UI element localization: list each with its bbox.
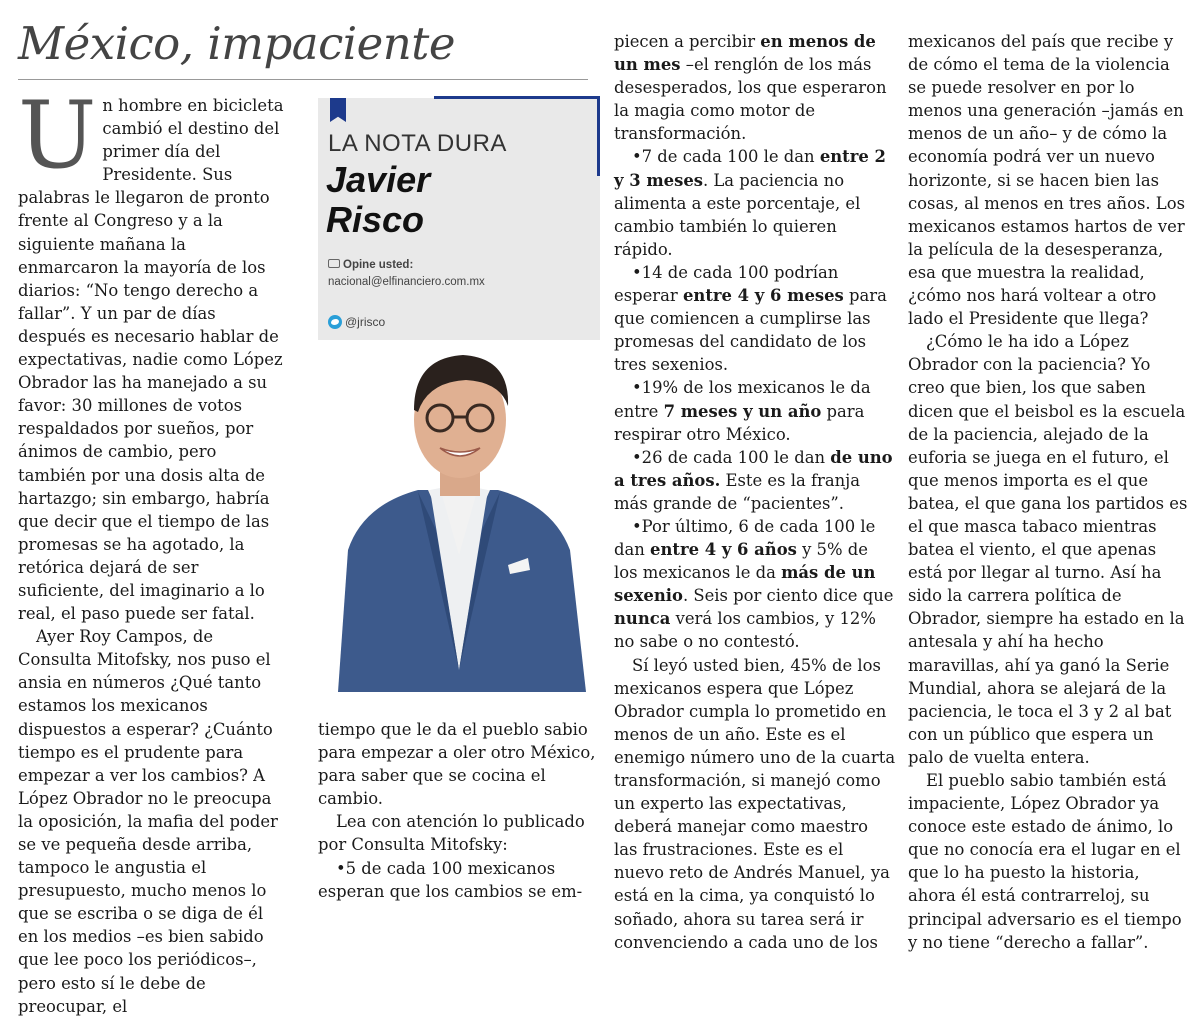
paragraph: Un hombre en bicicleta cambió el destino del primer día del Presidente. Sus palabras le llegaron de pronto frente al Congreso y a la siguiente mañana la enmarcaron la mayoría de los diarios: “No tengo derecho a fallar”. Y un par de días después es necesario hablar de expectativas, nadie como López Obrador las ha manejado a su favor: 30 millones de votos respaldados por sueños, por ánimos de cambio, pero también por una dosis alta de hartazgo; sin embargo, habría que decir que el tiempo de las promesas se ha agotado, la retórica dejará de ser suficiente, del imaginario a lo real, el paso puede ser fatal.: [18, 81, 284, 624]
author-name: Javier Risco: [326, 159, 431, 240]
twitter-handle[interactable]: @jrisco: [328, 315, 385, 329]
bullet-item: •26 de cada 100 le dan de uno a tres años. Este es la franja más grande de “pacientes”.: [614, 447, 893, 513]
author-box-rule-vertical: [597, 96, 600, 176]
paragraph: Sí leyó usted bien, 45% de los mexicanos espera que López Obrador cumpla lo prometido en menos de un año. Este es el enemigo número uno de la cuarta transformación, si manejó como un experto las expectativas, deberá manejar como maestro las frustraciones. Este es el nuevo reto de Andrés Manuel, ya está en la cima, ya conquistó lo soñado, ahora su tarea será ir convenciendo a cada uno de los: [614, 655, 896, 952]
twitter-icon: [328, 315, 342, 329]
paragraph: mexicanos del país que recibe y de cómo el tema de la violencia se puede resolver en por lo menos una generación –jamás en menos de un año– y de cómo la economía podrá ver un nuevo horizonte, si se hacen bien las cosas, al menos en tres años. Los mexicanos estamos hartos de ver la película de la desesperanza, esa que muestra la realidad, ¿cómo nos hará voltear a otro lado el Presidente que llega?: [908, 32, 1185, 329]
headline: México, impaciente: [18, 17, 456, 70]
opine-label: Opine usted:: [343, 259, 414, 271]
column-section-name: LA NOTA DURA: [328, 130, 507, 157]
bullet-item: •19% de los mexicanos le da entre 7 meses y un año para respirar otro México.: [614, 378, 871, 444]
contact-info: [328, 257, 485, 291]
headline-rule: [18, 79, 588, 80]
paragraph: Ayer Roy Campos, de Consulta Mitofsky, nos puso el ansia en números ¿Qué tanto estamos los mexicanos dispuestos a esperar? ¿Cuánto tiempo es el prudente para empezar a ver los cambios? A López Obrador no le preocupa la oposición, la mafia del poder se ve pequeña desde arriba, tampoco le angustia el presupuesto, mucho menos lo que se escriba o se diga de él en los medios –es bien sabido que lee poco los periódicos–, pero esto sí le debe de preocupar, el: [18, 627, 278, 1016]
paragraph: ¿Cómo le ha ido a López Obrador con la paciencia? Yo creo que bien, los que saben dicen que el beisbol es la escuela de la paciencia, alejado de la euforia se juega en el futuro, el que menos importa es el que batea, el que gana los partidos es el que masca tabaco mientras batea el viento, el que apenas está por llegar al turno. Así ha sido la carrera política de Obrador, siempre ha estado en la antesala y ahí ha hecho maravillas, ahí ya ganó la Serie Mundial, ahora se alejará de la paciencia, le toca el 3 y 2 al bat con un público que espera un palo de vuelta entera.: [908, 332, 1188, 767]
paragraph: El pueblo sabio también está impaciente, López Obrador ya conoce este estado de ánimo, lo que no conocía era el lugar en el que lo ha puesto la historia, ahora él está contrarreloj, su principal adversario es el tiempo y no tiene “derecho a fallar”.: [908, 771, 1182, 952]
article-column-4: [908, 30, 1192, 954]
article-column-2: [318, 718, 598, 903]
author-portrait: [318, 340, 600, 692]
email-link[interactable]: nacional@elfinanciero.com.mx: [328, 276, 485, 288]
bullet-item: •14 de cada 100 podrían esperar entre 4 y 6 meses para que comiencen a cumplirse las promesas del candidato de los tres sexenios.: [614, 262, 887, 375]
bullet-item: •Por último, 6 de cada 100 le dan entre 4 y 6 años y 5% de los mexicanos le da más de un sexenio. Seis por ciento dice que nunca verá los cambios, y 12% no sabe o no contestó.: [614, 516, 894, 652]
drop-cap: U: [18, 81, 97, 189]
paragraph: Lea con atención lo publicado por Consulta Mitofsky:: [318, 812, 585, 855]
author-box-rule: [434, 96, 600, 99]
paragraph: tiempo que le da el pueblo sabio para empezar a oler otro México, para saber que se cocina el cambio.: [318, 720, 596, 809]
comment-icon: [328, 259, 340, 268]
bullet-item: •7 de cada 100 le dan entre 2 y 3 meses. La paciencia no alimenta a este porcentaje, el cambio también lo quieren rápido.: [614, 147, 886, 259]
article-column-1: [18, 81, 286, 1018]
bullet-item: piecen a percibir en menos de un mes –el renglón de los más desesperados, los que esperaron la magia como motor de transformación.: [614, 32, 887, 144]
bullet-item: •5 de cada 100 mexicanos esperan que los cambios se em-: [318, 858, 583, 901]
article-column-3: [614, 30, 896, 954]
